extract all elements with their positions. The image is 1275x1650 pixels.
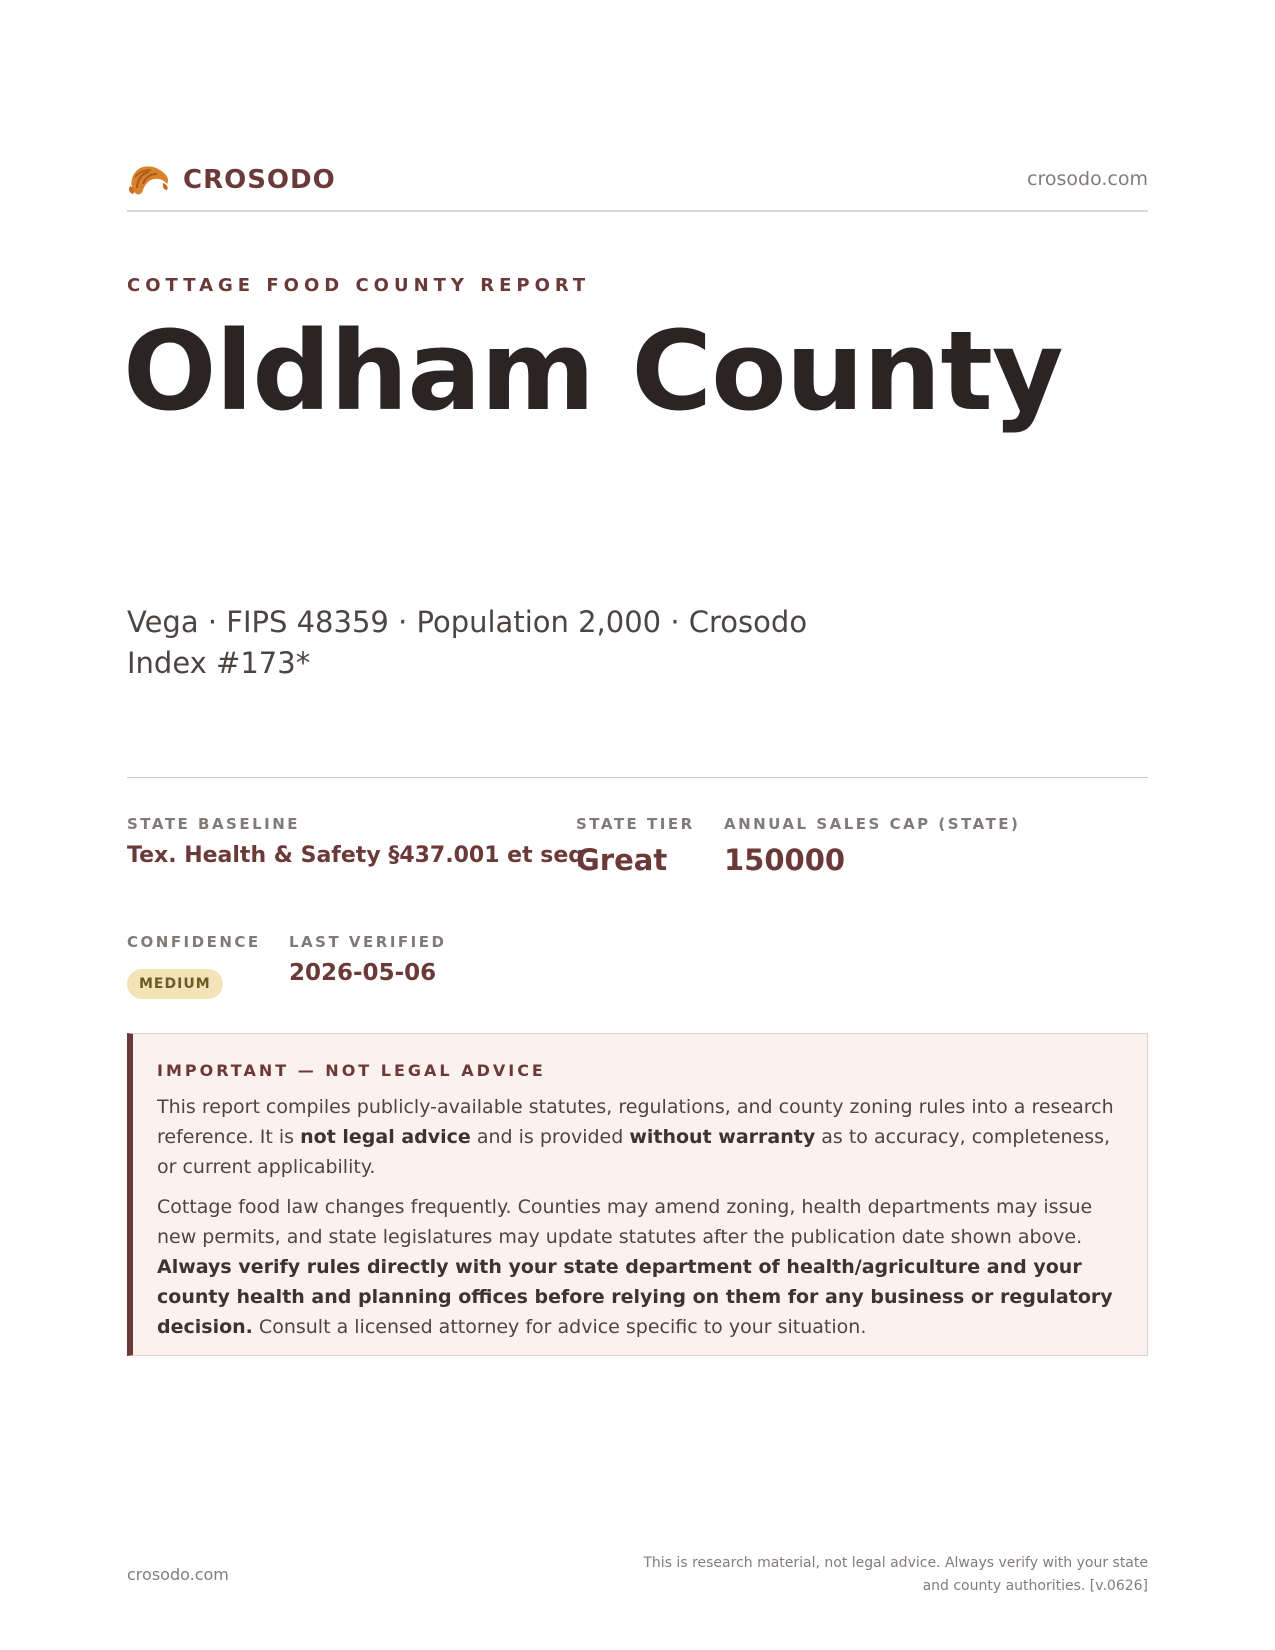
last-verified-value: 2026-05-06 — [289, 960, 437, 986]
callout-emphasis: Always verify rules directly with your state department of health/agriculture and your county health and planning offices before relying on them for any business or regulatory decision. — [157, 1256, 1113, 1338]
divider — [127, 777, 1148, 778]
sales-cap-label: ANNUAL SALES CAP (STATE) — [724, 815, 1021, 833]
report-subtitle: Vega · FIPS 48359 · Population 2,000 · Crosodo Index #173* — [127, 605, 808, 680]
callout-text: This report compiles publicly-available statutes, regulations, and county zoning rules into a research reference. It is — [157, 1096, 1114, 1148]
sales-cap-value: 150000 — [724, 843, 846, 877]
callout-text: and is provided — [470, 1126, 630, 1148]
footer-url[interactable]: crosodo.com — [127, 1565, 229, 1584]
confidence-label: CONFIDENCE — [127, 933, 261, 951]
state-tier-label: STATE TIER — [576, 815, 695, 833]
callout-emphasis: not legal advice — [300, 1126, 471, 1148]
brand-name: CROSODO — [183, 165, 336, 195]
croissant-icon — [127, 160, 171, 200]
callout-paragraph-1 — [157, 1092, 1123, 1182]
state-baseline-label: STATE BASELINE — [127, 815, 301, 833]
callout-text: Cottage food law changes frequently. Counties may amend zoning, health departments may issue new permits, and state legislatures may update statutes after the publication date shown above. — [157, 1196, 1093, 1248]
state-tier-value: Great — [576, 843, 668, 877]
legal-disclaimer-callout — [127, 1033, 1148, 1356]
state-baseline-value: Tex. Health & Safety §437.001 et seq. — [127, 843, 593, 868]
callout-paragraph-2 — [157, 1192, 1123, 1342]
footer-note: This is research material, not legal advice. Always verify with your state and county authorities. [v.0626] — [643, 1555, 1148, 1594]
report-page — [123, 0, 1148, 1650]
header-url[interactable]: crosodo.com — [1027, 168, 1148, 190]
callout-text: as to accuracy, completeness, or current applicability. — [157, 1126, 1111, 1178]
report-eyebrow: COTTAGE FOOD COUNTY REPORT — [127, 275, 591, 296]
brand — [127, 160, 336, 200]
page-title: Oldham County — [123, 307, 1063, 435]
confidence-badge: MEDIUM — [127, 969, 223, 999]
callout-heading: IMPORTANT — NOT LEGAL ADVICE — [157, 1061, 546, 1080]
callout-text: Consult a licensed attorney for advice specific to your situation. — [252, 1316, 867, 1338]
last-verified-label: LAST VERIFIED — [289, 933, 447, 951]
callout-emphasis: without warranty — [629, 1126, 816, 1148]
page-header — [127, 158, 1148, 212]
